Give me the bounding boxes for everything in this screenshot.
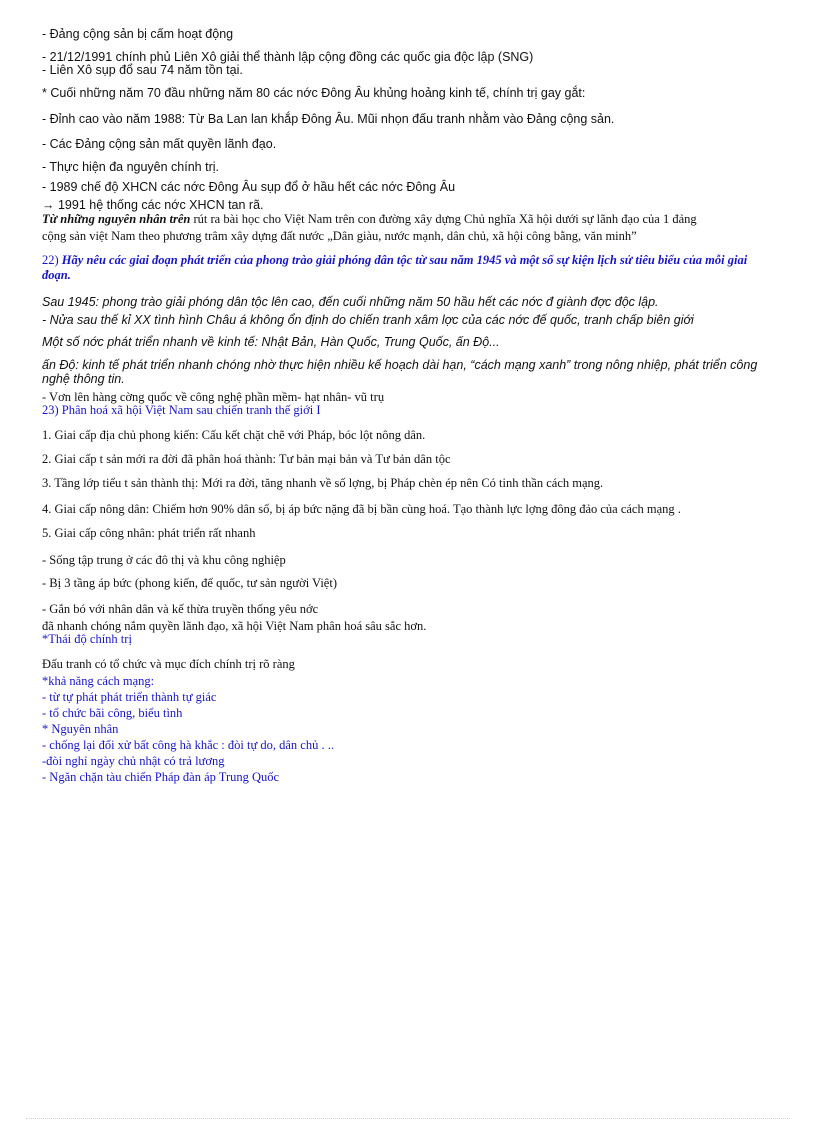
text-line [42, 212, 697, 226]
text-line: Đấu tranh có tổ chức và mục đích chính trị rõ ràng [42, 657, 295, 671]
list-item: - chống lại đối xử bất công hà khắc : đòi tự do, dân chủ . .. [42, 738, 334, 752]
list-item: - Ngăn chặn tàu chiến Pháp đàn áp Trung Quốc [42, 770, 280, 784]
list-item: * Nguyên nhân [42, 722, 119, 736]
text-line: - Liên Xô sụp đổ sau 74 năm tồn tại. [42, 63, 243, 77]
text-line: 5. Giai cấp công nhân: phát triển rất nhanh [42, 526, 256, 540]
text-line: Một số nớc phát triển nhanh về kinh tế: Nhật Bản, Hàn Quốc, Trung Quốc, ấn Độ... [42, 335, 500, 349]
text-line: - Đỉnh cao vào năm 1988: Từ Ba Lan lan khắp Đông Âu. Mũi nhọn đấu tranh nhằm vào Đảng cộng sản. [42, 112, 615, 126]
question-text: Hãy nêu các giai đoạn phát triển của phong trào giải phóng dân tộc từ sau năm 1945 và một số sự kiện lịch sử tiêu biểu của mỗi giai đoạn. [42, 253, 748, 282]
text-line: - 21/12/1991 chính phủ Liên Xô giải thể thành lập cộng đồng các quốc gia độc lập (SNG) [42, 50, 534, 64]
text-line: - Gắn bó với nhân dân và kế thừa truyền thống yêu nớc [42, 602, 319, 616]
text-line: đã nhanh chóng nắm quyền lãnh đạo, xã hội Việt Nam phân hoá sâu sắc hơn. [42, 619, 427, 633]
text-line: 1. Giai cấp địa chủ phong kiến: Cấu kết chặt chẽ với Pháp, bóc lột nông dân. [42, 428, 426, 442]
text-line: - Bị 3 tầng áp bức (phong kiến, đế quốc, tư sản người Việt) [42, 576, 337, 590]
list-item: *khả năng cách mạng: [42, 674, 155, 688]
text-line: ấn Độ: kinh tế phát triển nhanh chóng nhờ thực hiện nhiều kế hoạch dài hạn, “cách mạng xanh” trong nông nhiệp, phát triển công nghệ thông tin. [42, 358, 758, 386]
question-number: 22) [42, 253, 59, 267]
text-line: → 1991 hệ thống các nớc XHCN tan rã. [42, 198, 264, 212]
text-line: Sau 1945: phong trào giải phóng dân tộc lên cao, đến cuối những năm 50 hầu hết các nớc đ giành đợc độc lập. [42, 295, 659, 309]
text-line: - Nửa sau thế kỉ XX tình hình Châu á không ổn định do chiến tranh xâm lợc của các nớc đế quốc, tranh chấp biên giới [42, 313, 694, 327]
text-line: 2. Giai cấp t sản mới ra đời đã phân hoá thành: Tư bản mại bản và Tư bản dân tộc [42, 452, 451, 466]
bold-lead: Từ những nguyên nhân trên [42, 212, 191, 226]
subheading: *Thái độ chính trị [42, 632, 132, 646]
text-line: - 1989 chế độ XHCN các nớc Đông Âu sụp đổ ở hầu hết các nớc Đông Âu [42, 180, 456, 194]
section-heading: 23) Phân hoá xã hội Việt Nam sau chiến tranh thế giới I [42, 403, 321, 417]
text-line: cộng sản việt Nam theo phương trâm xây dựng đất nước „Dân giàu, nước mạnh, dân chủ, xã hội công bằng, văn minh” [42, 229, 637, 243]
list-item: - từ tự phát phát triển thành tự giác [42, 690, 217, 704]
text-line: - Thực hiện đa nguyên chính trị. [42, 160, 219, 174]
text-line: - Vơn lên hàng cờng quốc về công nghệ phần mềm- hạt nhân- vũ trụ [42, 390, 385, 404]
page-bottom-rule [26, 1118, 790, 1119]
text-line: - Các Đảng cộng sản mất quyền lãnh đạo. [42, 137, 277, 151]
list-item: - tổ chức bãi công, biểu tình [42, 706, 183, 720]
text-run: rút ra bài học cho Việt Nam trên con đường xây dựng Chủ nghĩa Xã hội dưới sự lãnh đạo của 1 đảng [190, 212, 697, 226]
text-line: - Sống tập trung ở các đô thị và khu công nghiệp [42, 553, 286, 567]
text-line: 3. Tầng lớp tiểu t sản thành thị: Mới ra đời, tăng nhanh về số lợng, bị Pháp chèn ép nên Có tinh thần cách mạng. [42, 476, 604, 490]
question-heading [42, 253, 777, 283]
list-item: -đòi nghỉ ngày chủ nhật có trả lương [42, 754, 225, 768]
text-line: * Cuối những năm 70 đầu những năm 80 các nớc Đông Âu khủng hoảng kinh tế, chính trị gay gắt: [42, 86, 586, 100]
text-line: - Đảng cộng sản bị cấm hoạt động [42, 27, 234, 41]
text-line: 4. Giai cấp nông dân: Chiếm hơn 90% dân số, bị áp bức nặng đã bị bần cùng hoá. Tạo thành lực lợng đông đảo của cách mạng . [42, 502, 681, 516]
